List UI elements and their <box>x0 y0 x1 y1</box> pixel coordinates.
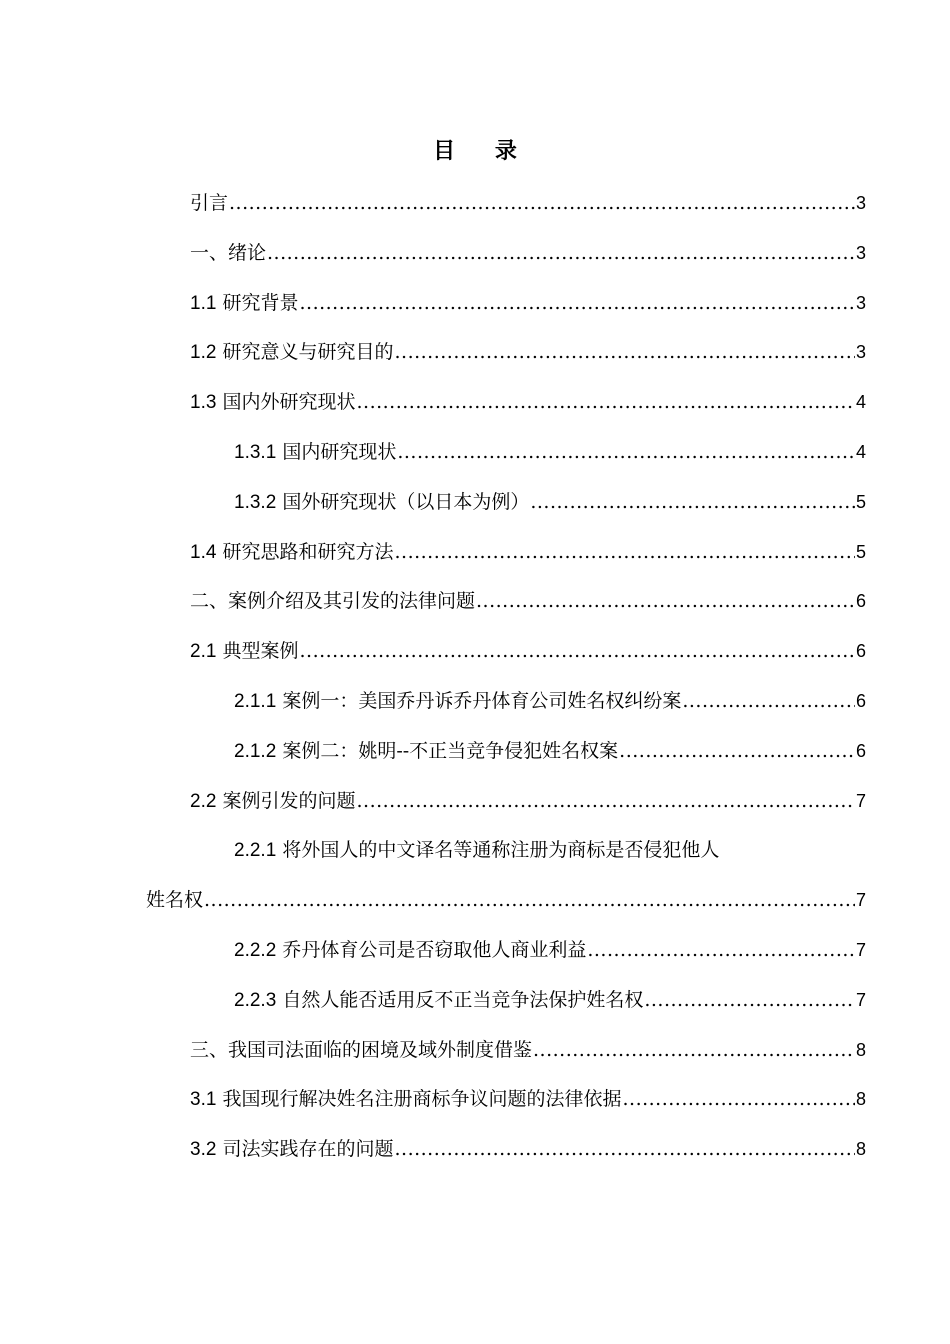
toc-entry-text: 自然人能否适用反不正当竞争法保护姓名权 <box>282 988 644 1011</box>
toc-leader <box>267 238 855 268</box>
toc-entry-page: 3 <box>855 292 866 313</box>
toc-leader <box>644 985 855 1015</box>
toc-leader <box>587 935 855 965</box>
toc-entry-number: 2.2.1 <box>234 840 277 862</box>
toc-entry[interactable] <box>0 288 950 338</box>
toc-leader <box>299 636 855 666</box>
toc-entry-page: 6 <box>855 740 866 761</box>
toc-leader <box>229 188 855 218</box>
toc-leader <box>356 786 855 816</box>
toc-leader <box>622 1084 855 1114</box>
toc-entry-number: 1.3.2 <box>234 491 277 513</box>
toc-entry-number: 1.1 <box>190 292 217 314</box>
toc-title: 目 录 <box>433 138 533 164</box>
toc-entry[interactable] <box>0 188 950 238</box>
toc-entry-page: 5 <box>855 491 866 512</box>
toc-leader <box>394 337 855 367</box>
toc-entry[interactable] <box>0 487 950 537</box>
toc-entry-page: 3 <box>855 193 866 213</box>
toc-leader <box>394 537 855 567</box>
toc-leader <box>682 686 855 716</box>
toc-entry-number: 1.4 <box>190 541 217 563</box>
toc-entry-page: 8 <box>855 1139 866 1160</box>
toc-entry-page: 7 <box>855 989 866 1010</box>
toc-entry-number: 3.1 <box>190 1089 217 1111</box>
toc-entry[interactable] <box>0 1035 950 1085</box>
toc-entry-page: 3 <box>855 342 866 363</box>
toc-entry-number: 1.2 <box>190 342 217 364</box>
toc-entry-text: 案例引发的问题 <box>222 789 356 812</box>
toc-entry[interactable] <box>0 586 950 636</box>
toc-entry-number: 2.1.2 <box>234 740 277 762</box>
toc-leader <box>204 885 855 915</box>
toc-entry-text: 一、绪论 <box>190 241 267 264</box>
toc-leader <box>530 487 855 517</box>
toc-leader <box>476 586 855 616</box>
toc-entry-page: 5 <box>855 541 866 562</box>
toc-entry-text: 研究意义与研究目的 <box>222 341 394 364</box>
toc-entry-page: 8 <box>855 1039 866 1060</box>
toc-entry-text: 三、我国司法面临的困境及域外制度借鉴 <box>190 1038 533 1061</box>
toc-leader <box>397 437 855 467</box>
toc-entry-text: 司法实践存在的问题 <box>222 1138 394 1161</box>
toc-leader <box>619 736 855 766</box>
toc-entry-page: 7 <box>855 890 866 911</box>
toc-entry-text: 将外国人的中文译名等通称注册为商标是否侵犯他人 <box>282 839 720 862</box>
toc-entry[interactable] <box>0 786 950 836</box>
toc-entry-wrapped[interactable] <box>0 835 950 885</box>
toc-entry-number: 1.3.1 <box>234 441 277 463</box>
toc-entry[interactable] <box>0 636 950 686</box>
toc-entry-page: 3 <box>855 242 866 263</box>
toc-entry-text: 案例一：美国乔丹诉乔丹体育公司姓名权纠纷案 <box>282 689 682 712</box>
toc-entry-text: 国内外研究现状 <box>222 391 356 414</box>
toc-entry-text: 研究背景 <box>222 291 299 314</box>
toc-entry-number: 2.2.2 <box>234 939 277 961</box>
toc-entry-text: 我国现行解决姓名注册商标争议问题的法律依据 <box>222 1088 622 1111</box>
toc-entry-number: 2.2.3 <box>234 989 277 1011</box>
toc-entry[interactable] <box>0 686 950 736</box>
toc-entry-number: 1.3 <box>190 392 217 414</box>
toc-leader <box>533 1035 855 1065</box>
toc-entry-text: 国外研究现状（以日本为例） <box>282 490 530 513</box>
toc-entry-text: 典型案例 <box>222 640 299 663</box>
toc-entry-page: 4 <box>855 441 866 462</box>
toc-entry-text: 国内研究现状 <box>282 440 397 463</box>
toc-leader <box>299 288 855 318</box>
toc-entry[interactable] <box>0 736 950 786</box>
toc-entry[interactable] <box>0 437 950 487</box>
toc-entry-number: 2.2 <box>190 790 217 812</box>
toc-leader <box>356 387 855 417</box>
toc-entry-page: 6 <box>855 690 866 711</box>
toc-entry-number: 3.2 <box>190 1139 217 1161</box>
toc-entry-number: 2.1 <box>190 641 217 663</box>
toc-entry[interactable] <box>0 337 950 387</box>
toc-entry[interactable] <box>0 387 950 437</box>
toc-entry-page: 7 <box>855 790 866 811</box>
toc-entry-number: 2.1.1 <box>234 690 277 712</box>
toc-entry[interactable] <box>0 985 950 1035</box>
toc-entry-text: 引言 <box>190 192 229 214</box>
toc-entry[interactable] <box>0 1134 950 1184</box>
toc-entry-page: 4 <box>855 392 866 413</box>
toc-entry[interactable] <box>0 537 950 587</box>
toc-entry-continuation[interactable] <box>0 885 950 935</box>
toc-list <box>0 188 950 1184</box>
toc-entry[interactable] <box>0 1084 950 1134</box>
toc-entry-text: 乔丹体育公司是否窃取他人商业利益 <box>282 938 587 961</box>
toc-entry-text: 研究思路和研究方法 <box>222 540 394 563</box>
toc-entry[interactable] <box>0 935 950 985</box>
toc-entry-page: 7 <box>855 939 866 960</box>
toc-entry-page: 8 <box>855 1089 866 1110</box>
toc-entry-page: 6 <box>855 641 866 662</box>
toc-leader <box>394 1134 855 1164</box>
toc-entry-text-continued: 姓名权 <box>146 889 204 912</box>
toc-entry-text: 案例二：姚明--不正当竞争侵犯姓名权案 <box>282 739 619 762</box>
toc-entry-text: 二、案例介绍及其引发的法律问题 <box>190 590 476 613</box>
toc-entry-page: 6 <box>855 591 866 612</box>
toc-entry[interactable] <box>0 238 950 288</box>
